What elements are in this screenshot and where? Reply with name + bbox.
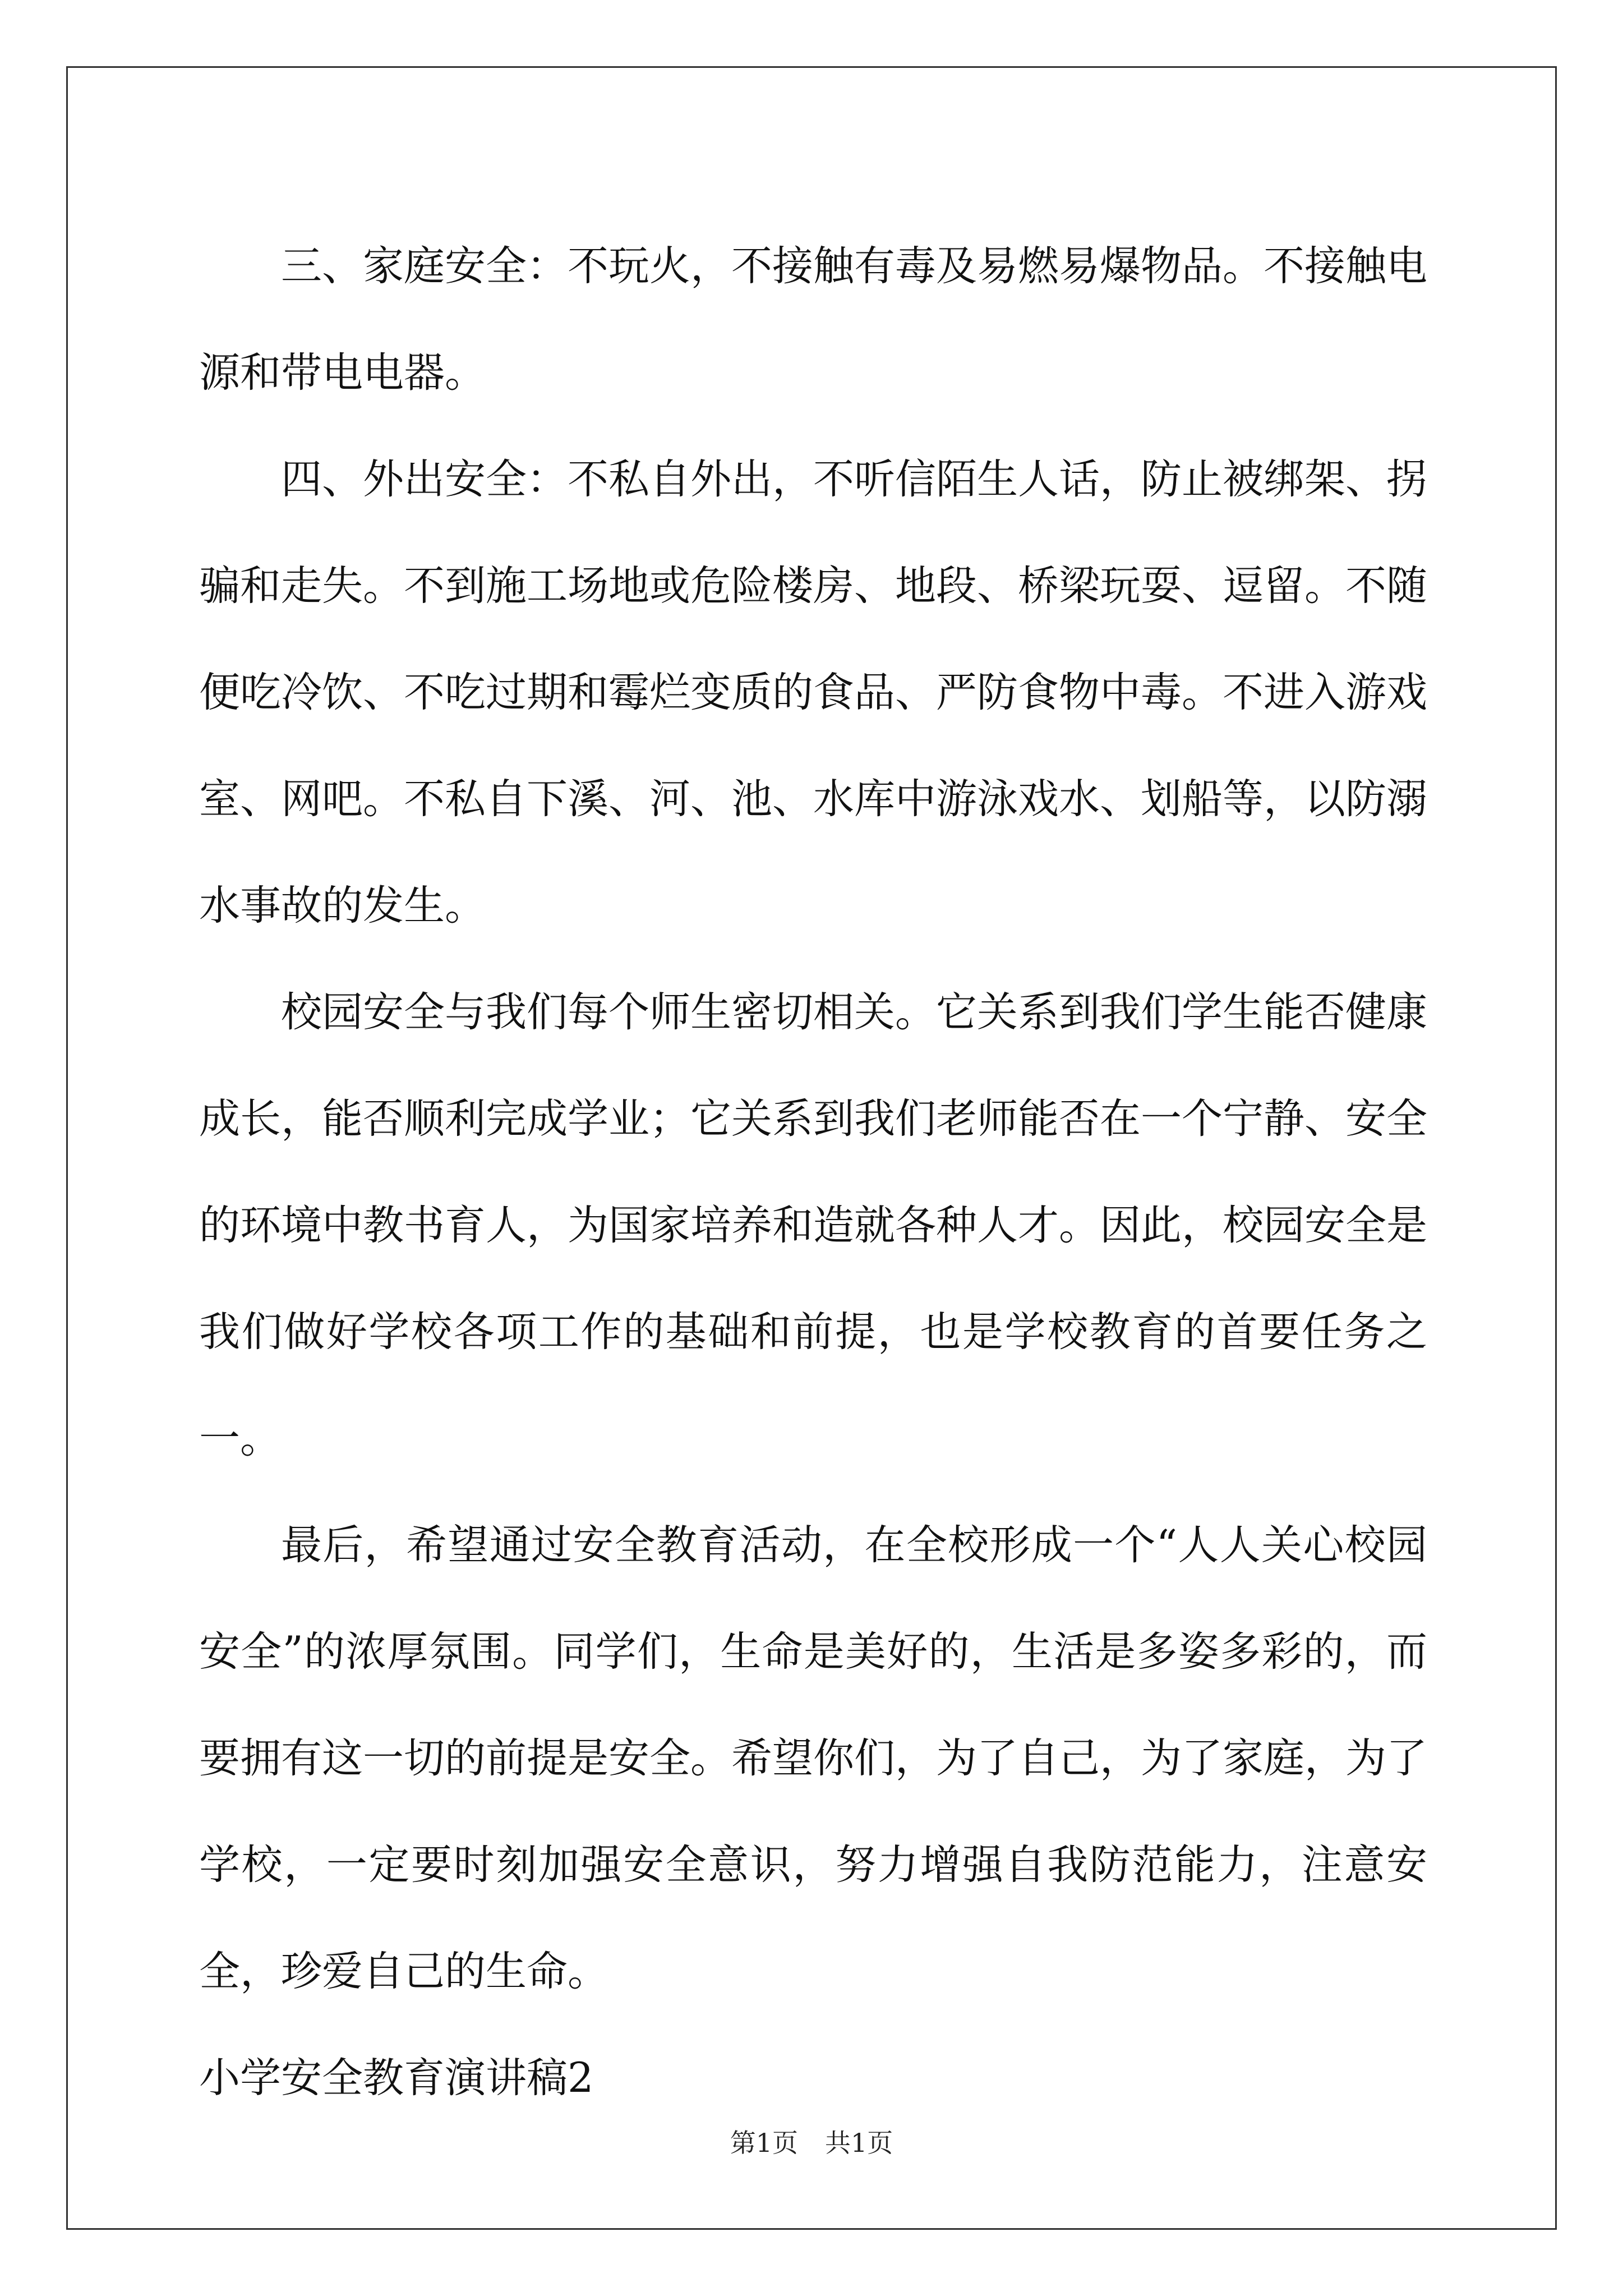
paragraph-conclusion: 最后，希望通过安全教育活动，在全校形成一个“人人关心校园安全”的浓厚氛围。同学们，生命是美好的，生活是多姿多彩的，而要拥有这一切的前提是安全。希望你们，为了自己，为了家庭，为了学校，一定要时刻加强安全意识，努力增强自我防范能力，注意安全，珍爱自己的生命。: [199, 1521, 1427, 1995]
section-heading: 小学安全教育演讲稿2: [199, 2054, 594, 2102]
page-number: 第1页: [730, 2128, 798, 2158]
paragraph-campus-safety: 校园安全与我们每个师生密切相关。它关系到我们学生能否健康成长，能否顺利完成学业；它关系到我们老师能否在一个宁静、安全的环境中教书育人，为国家培养和造就各种人才。因此，校园安全是我们做好学校各项工作的基础和前提，也是学校教育的首要任务之一。: [199, 988, 1427, 1462]
page-total: 共1页: [825, 2128, 893, 2158]
page-footer: [0, 2126, 1623, 2160]
document-body: [199, 213, 1427, 2132]
paragraph-home-safety: 三、家庭安全：不玩火，不接触有毒及易燃易爆物品。不接触电源和带电电器。: [199, 242, 1427, 397]
paragraph-outing-safety: 四、外出安全：不私自外出，不听信陌生人话，防止被绑架、拐骗和走失。不到施工场地或危险楼房、地段、桥梁玩耍、逗留。不随便吃冷饮、不吃过期和霉烂变质的食品、严防食物中毒。不进入游戏室、网吧。不私自下溪、河、池、水库中游泳戏水、划船等，以防溺水事故的发生。: [199, 455, 1427, 930]
